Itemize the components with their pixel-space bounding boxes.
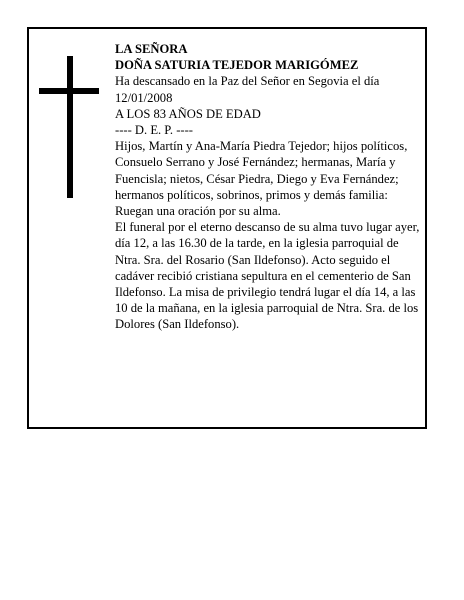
rip-line: ---- D. E. P. ---- bbox=[115, 123, 193, 138]
cross-vertical-bar bbox=[67, 56, 73, 198]
cross-icon bbox=[39, 56, 99, 198]
obituary-notice bbox=[27, 27, 427, 429]
prayer-request: Ruegan una oración por su alma. bbox=[115, 204, 281, 219]
deceased-name: DOÑA SATURIA TEJEDOR MARIGÓMEZ bbox=[115, 58, 359, 73]
age-line: A LOS 83 AÑOS DE EDAD bbox=[115, 106, 261, 121]
family-list: Hijos, Martín y Ana-María Piedra Tejedor; hijos políticos, Consuelo Serrano y José Fernández; hermanas, María y Fuencisla; nietos, César Piedra, Diego y Eva Fernández; hermanos políticos, sobrinos, primos y demás familia: bbox=[115, 139, 408, 202]
death-statement: Ha descansado en la Paz del Señor en Segovia el día 12/01/2008 bbox=[115, 74, 380, 105]
notice-heading: LA SEÑORA bbox=[115, 42, 188, 56]
funeral-details: El funeral por el eterno descanso de su alma tuvo lugar ayer, día 12, a las 16.30 de la tarde, en la iglesia parroquial de Ntra. Sra. del Rosario (San Ildefonso). Acto seguido el cadáver recibió cristiana sepultura en el cementerio de San Ildefonso. La misa de privilegio tendrá lugar el día 14, a las 10 de la mañana, en la iglesia parroquial de Ntra. Sra. de los Dolores (San Ildefonso). bbox=[115, 220, 420, 332]
cross-horizontal-bar bbox=[39, 88, 99, 94]
notice-text-block bbox=[115, 41, 423, 333]
